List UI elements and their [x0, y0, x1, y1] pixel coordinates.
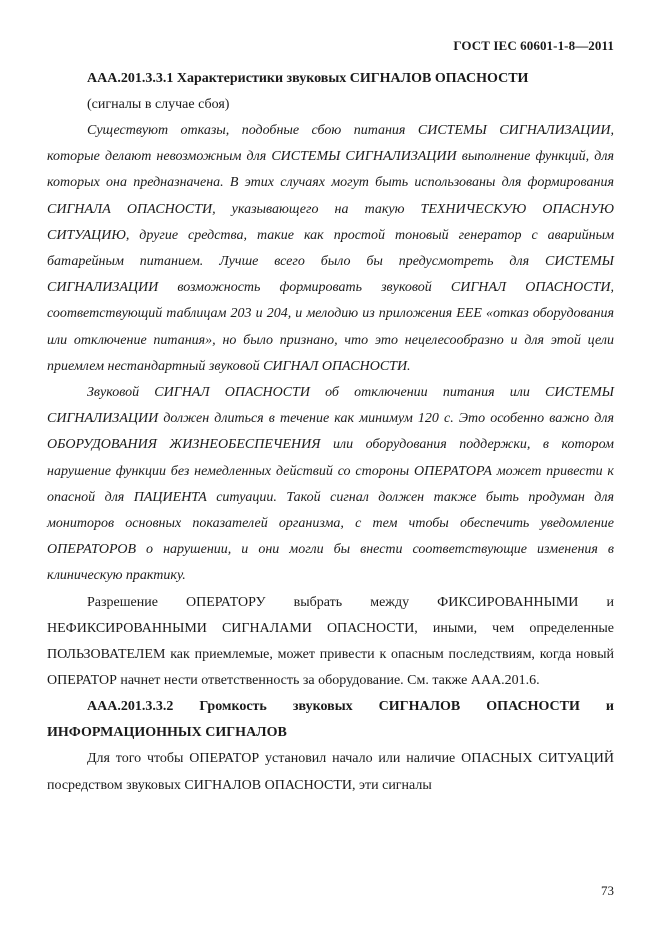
section-heading-1: ААА.201.3.3.1 Характеристики звуковых СИГНАЛОВ ОПАСНОСТИ — [87, 71, 529, 86]
paragraph-3: Разрешение ОПЕРАТОРУ выбрать между ФИКСИРОВАННЫМИ и НЕФИКСИРОВАННЫМИ СИГНАЛАМИ ОПАСНОСТИ, иными, чем определенные ПОЛЬЗОВАТЕЛЕМ как приемлемые, может привести к опасным последствиям, когда новый ОПЕРАТОР начнет нести ответственность за оборудование. См. также ААА.201.6. — [47, 594, 614, 689]
document-header: ГОСТ IEC 60601-1-8—2011 — [453, 38, 614, 53]
page-number: 73 — [601, 883, 614, 898]
section-heading-2: ААА.201.3.3.2 Громкость звуковых СИГНАЛОВ ОПАСНОСТИ и ИНФОРМАЦИОННЫХ СИГНАЛОВ — [47, 699, 614, 741]
paragraph-1: Существуют отказы, подобные сбою питания СИСТЕМЫ СИГНАЛИЗАЦИИ, которые делают невозможным для СИСТЕМЫ СИГНАЛИЗАЦИИ выполнение функций, для которых она предназначена. В этих случаях могут быть использованы для формирования СИГНАЛА ОПАСНОСТИ, указывающего на такую ТЕХНИЧЕСКУЮ ОПАСНУЮ СИТУАЦИЮ, другие средства, такие как простой тоновый генератор с аварийным батарейным питанием. Лучше всего было бы предусмотреть для СИСТЕМЫ СИГНАЛИЗАЦИИ возможность формировать звуковой СИГНАЛ ОПАСНОСТИ, соответствующий таблицам 203 и 204, и мелодию из приложения ЕЕЕ «отказ оборудования или отключение питания», но было признано, что это нецелесообразно и для этой цели приемлем нестандартный звуковой СИГНАЛ ОПАСНОСТИ. — [47, 123, 614, 374]
section-subheading-1: (сигналы в случае сбоя) — [87, 97, 230, 112]
document-body — [47, 66, 614, 799]
paragraph-2: Звуковой СИГНАЛ ОПАСНОСТИ об отключении питания или СИСТЕМЫ СИГНАЛИЗАЦИИ должен длиться в течение как минимум 120 с. Это особенно важно для ОБОРУДОВАНИЯ ЖИЗНЕОБЕСПЕЧЕНИЯ или оборудования поддержки, в котором нарушение функции без немедленных действий со стороны ОПЕРАТОРА может привести к опасной для ПАЦИЕНТА ситуации. Такой сигнал должен также быть продуман для мониторов основных показателей организма, с тем чтобы обеспечить уведомление ОПЕРАТОРОВ о нарушении, и они могли бы внести соответствующие изменения в клиническую практику. — [47, 385, 614, 584]
paragraph-4: Для того чтобы ОПЕРАТОР установил начало или наличие ОПАСНЫХ СИТУАЦИЙ посредством звуковых СИГНАЛОВ ОПАСНОСТИ, эти сигналы — [47, 751, 614, 793]
